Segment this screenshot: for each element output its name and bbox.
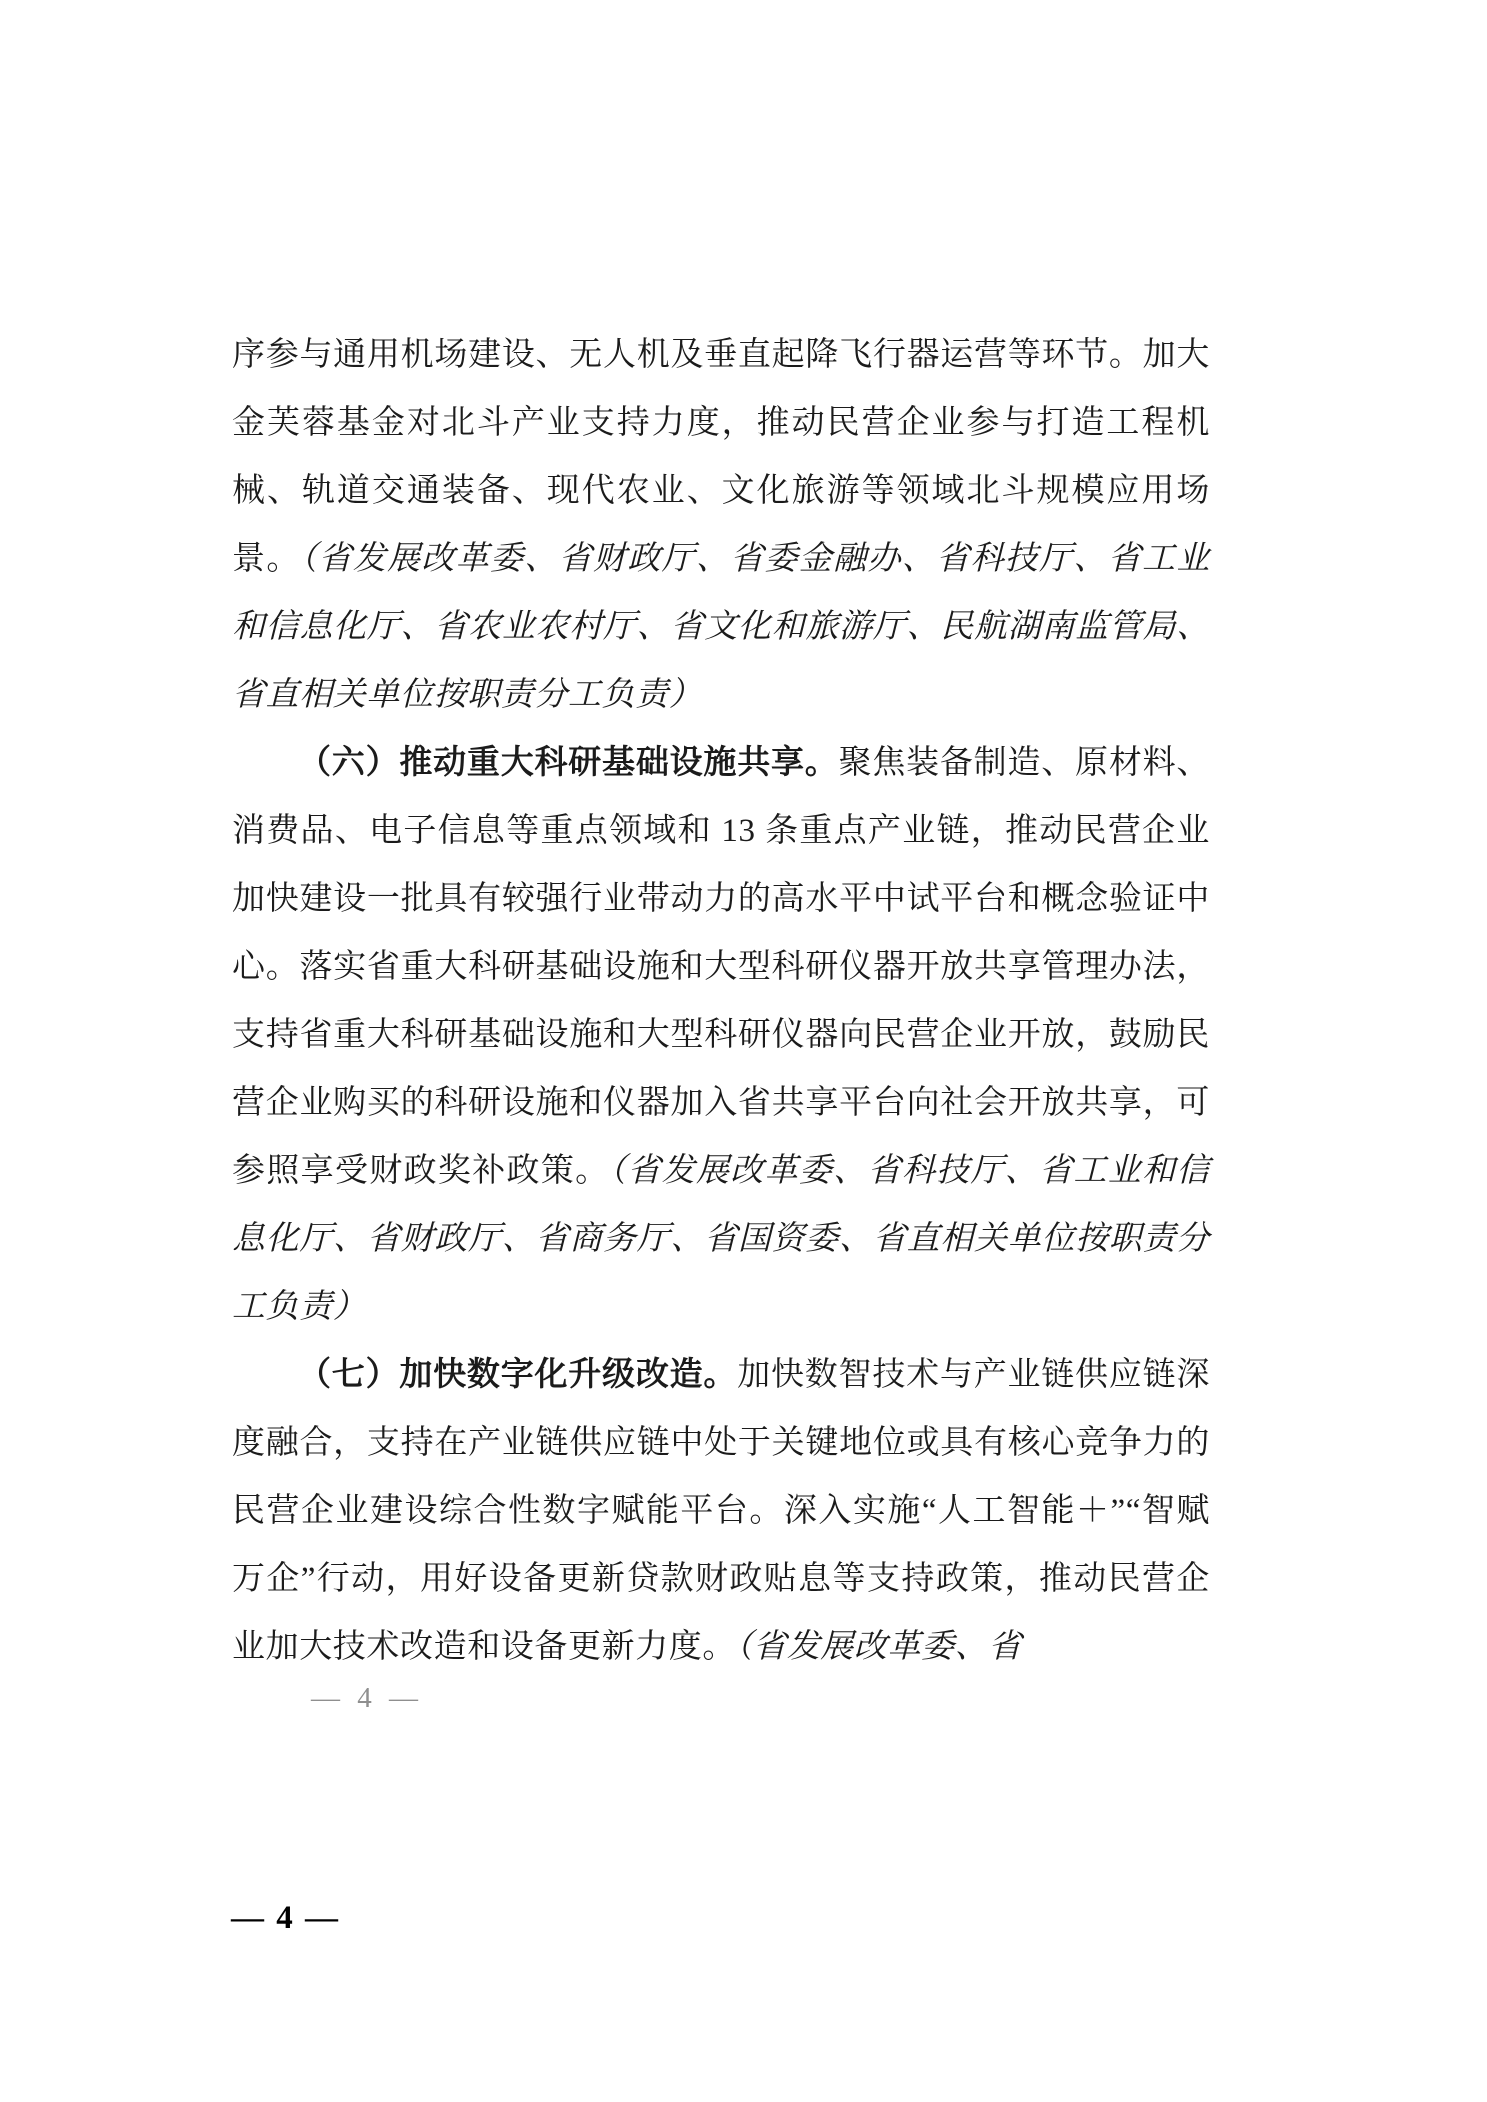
responsible-units-note: （省发展改革委、省 <box>736 1629 1022 1665</box>
section-seven-heading: （七）加快数字化升级改造。 <box>298 1357 738 1393</box>
document-body <box>232 321 1210 1681</box>
body-text: 序参与通用机场建设、无人机及垂直起降飞行器运营等环节。加大金芙蓉基金对北斗产业支持力度，推动民营企业参与打造工程机械、轨道交通装备、现代农业、文化旅游等领域北斗规模应用场景。 <box>232 337 1210 577</box>
page-number-scanned: — 4 — <box>311 1682 418 1714</box>
body-text: 加快数智技术与产业链供应链深度融合，支持在产业链供应链中处于关键地位或具有核心竞争力的民营企业建设综合性数字赋能平台。深入实施“人工智能＋”“智赋万企”行动，用好设备更新贷款财政贴息等支持政策，推动民营企业加大技术改造和设备更新力度。 <box>232 1357 1210 1665</box>
section-six-heading: （六）推动重大科研基础设施共享。 <box>298 745 839 781</box>
paragraph-section-seven <box>232 1341 1210 1681</box>
paragraph-continuation <box>232 321 1210 729</box>
page-number-overlay: — 4 — <box>231 1900 338 1936</box>
body-text: 聚焦装备制造、原材料、消费品、电子信息等重点领域和 13 条重点产业链，推动民营企业加快建设一批具有较强行业带动力的高水平中试平台和概念验证中心。落实省重大科研基础设施和大型科研仪器开放共享管理办法，支持省重大科研基础设施和大型科研仪器向民营企业开放，鼓励民营企业购买的科研设施和仪器加入省共享平台向社会开放共享，可参照享受财政奖补政策。 <box>232 745 1210 1189</box>
responsible-units-note: （省发展改革委、省财政厅、省委金融办、省科技厅、省工业和信息化厅、省农业农村厅、省文化和旅游厅、民航湖南监管局、省直相关单位按职责分工负责） <box>232 541 1210 713</box>
paragraph-section-six <box>232 729 1210 1341</box>
responsible-units-note: （省发展改革委、省科技厅、省工业和信息化厅、省财政厅、省商务厅、省国资委、省直相关单位按职责分工负责） <box>232 1153 1210 1325</box>
